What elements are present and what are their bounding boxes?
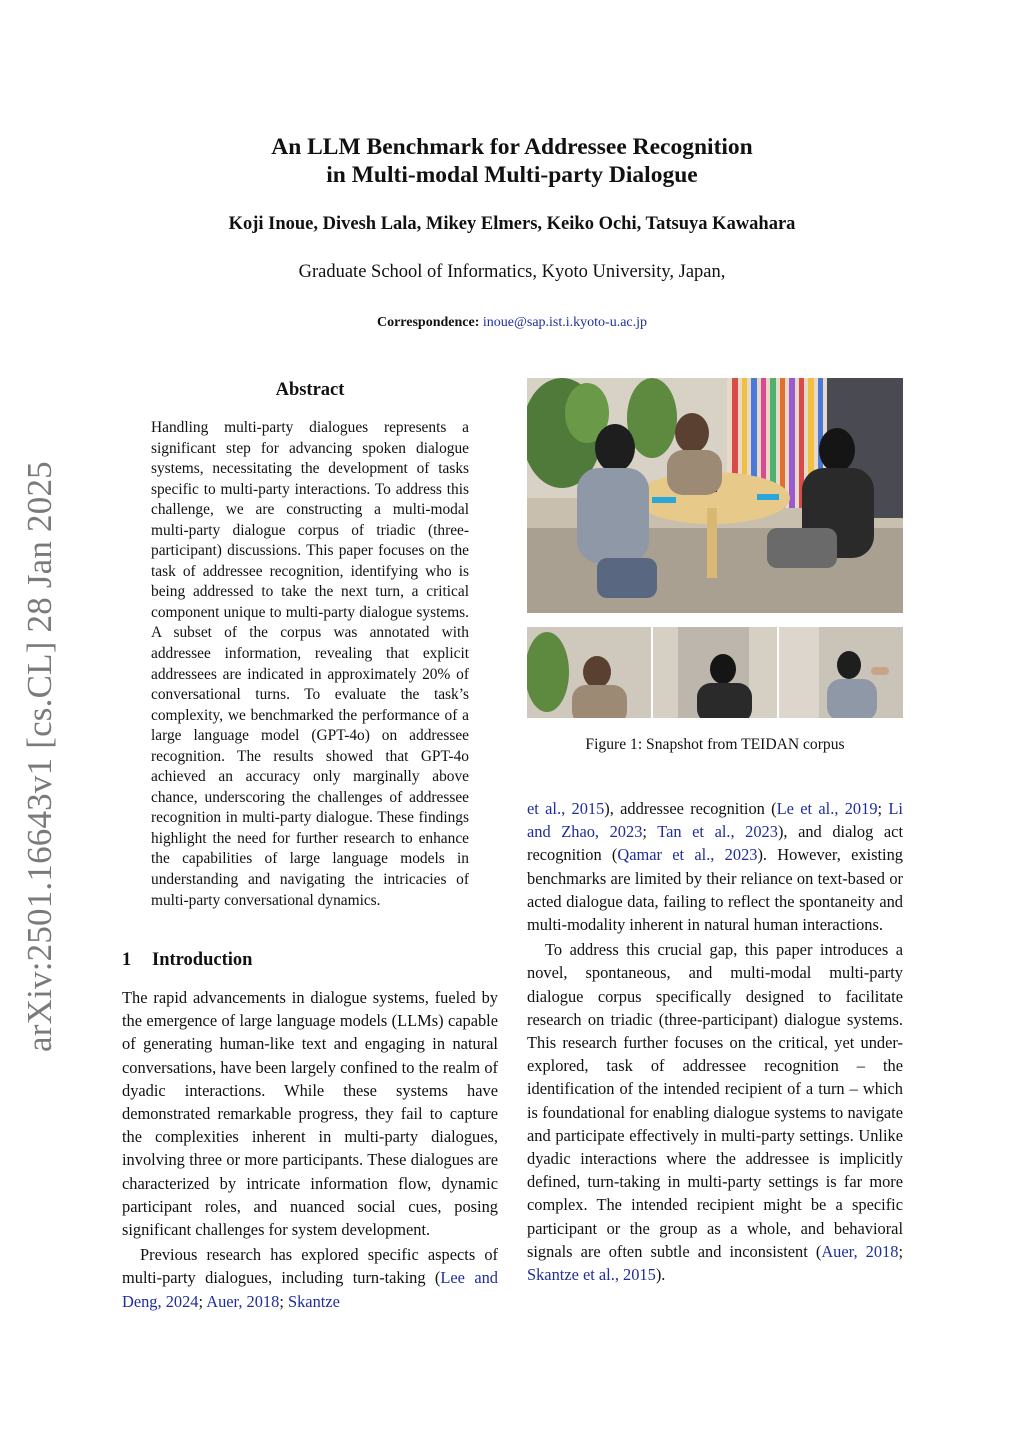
correspondence-email-link[interactable]: inoue@sap.ist.i.kyoto-u.ac.jp	[482, 315, 648, 330]
citation-le[interactable]: Le et al., 2019	[776, 799, 878, 818]
citation-separator: ;	[877, 799, 889, 818]
citation-separator: ;	[642, 822, 658, 842]
figure-thumbnail-row	[527, 627, 903, 718]
figure-caption: Figure 1: Snapshot from TEIDAN corpus	[585, 736, 845, 753]
citation-qamar[interactable]: Qamar et al., 2023	[617, 845, 758, 865]
correspondence-label: Correspondence:	[376, 315, 480, 330]
section-title: Introduction	[152, 950, 253, 970]
camera-view-3	[779, 627, 903, 718]
paper-title-line-1: An LLM Benchmark for Addressee Recognition	[271, 134, 753, 160]
meeting-room-photo	[527, 378, 903, 613]
intro-p2-text: ), addressee recognition (	[604, 799, 777, 818]
affiliation: Graduate School of Informatics, Kyoto University, Japan,	[298, 262, 726, 282]
camera-view-1	[527, 627, 651, 718]
author-list: Koji Inoue, Divesh Lala, Mikey Elmers, Keiko Ochi, Tatsuya Kawahara	[228, 214, 796, 234]
camera-view-1-image	[527, 627, 651, 718]
abstract-heading: Abstract	[275, 380, 345, 400]
camera-view-2-image	[653, 627, 777, 718]
camera-view-3-image	[779, 627, 903, 718]
intro-paragraph-3	[527, 938, 903, 1286]
camera-view-2	[653, 627, 777, 718]
correspondence	[0, 315, 1024, 331]
intro-p3-text: To address this crucial gap, this paper introduces a novel, spontaneous, and multi-modal multi-party dialogue corpus specifically designed to facilitate research on triadic (three-participant) dialogue systems. This research further focuses on the critical, yet under-explored, task of addressee recognition – the identification of the intended recipient of a turn – which is foundational for enabling dialogue systems to navigate and participate effectively in multi-party settings. Unlike dyadic interactions where the addressee is implicitly defined, turn-taking in multi-party settings is far more complex. The intended recipient might be a specific participant or the group as a whole, and behavioral signals are often subtle and inconsistent (	[527, 940, 903, 1261]
left-column-body	[122, 986, 498, 1313]
citation-skantze[interactable]: Skantze	[287, 1291, 340, 1311]
intro-p2-text: ). However, existing benchmarks are limited by their reliance on text-based or acted dialogue data, failing to reflect the spontaneity and multi-modality inherent in natural human interactions.	[527, 845, 903, 935]
intro-p3-text: ).	[655, 1265, 666, 1285]
paper-title-line-2: in Multi-modal Multi-party Dialogue	[326, 162, 698, 188]
citation-skantze-2[interactable]: Skantze et al., 2015	[527, 1265, 656, 1285]
citation-lee-deng[interactable]: Lee and Deng, 2024	[122, 1268, 499, 1311]
intro-p2-text: Previous research has explored specific aspects of multi-party dialogues, including turn-taking (	[122, 1245, 498, 1288]
intro-paragraph-1: The rapid advancements in dialogue systems, fueled by the emergence of large language models (LLMs) capable of generating human-like text and engaging in natural conversations, have been largely confined to the realm of dyadic interactions. While these systems have demonstrated remarkable progress, they fail to capture the complexities inherent in multi-party dialogues, involving three or more participants. These dialogues are characterized by intricate information flow, dynamic participant roles, and nuanced social cues, posing significant challenges for system development.	[122, 988, 498, 1240]
citation-tan[interactable]: Tan et al., 2023	[657, 822, 778, 842]
citation-separator: ;	[198, 1291, 207, 1311]
abstract-body: Handling multi-party dialogues represents a significant step for advancing spoken dialogue systems, necessitating the development of tasks specific to multi-party interactions. To address this challenge, we are constructing a multi-modal multi-party dialogue corpus of triadic (three-participant) discussions. This paper focuses on the task of addressee recognition, identifying who is being addressed to take the next turn, a critical component unique to multi-party dialogue systems. A subset of the corpus was annotated with addressee information, revealing that explicit addressees are indicated in approximately 20% of conversational turns. To evaluate the task’s complexity, we benchmarked the performance of a large language model (GPT-4o) on addressee recognition. The results showed that GPT-4o achieved an accuracy only marginally above chance, underscoring the challenges of addressee recognition in multi-party dialogue. These findings highlight the need for further research to enhance the capabilities of large language models in understanding and navigating the intricacies of multi-party conversational dynamics.	[151, 419, 469, 909]
section-number: 1	[122, 950, 132, 970]
intro-paragraph-2	[122, 1243, 498, 1313]
citation-separator: ;	[898, 1241, 903, 1261]
citation-separator: ;	[279, 1291, 288, 1311]
figure-main-photo	[527, 378, 903, 613]
citation-auer-2[interactable]: Auer, 2018	[821, 1241, 899, 1261]
arxiv-identifier: arXiv:2501.16643v1 [cs.CL] 28 Jan 2025	[20, 461, 59, 1052]
citation-skantze-cont[interactable]: et al., 2015	[527, 799, 605, 818]
right-column-body	[527, 797, 903, 1286]
citation-auer[interactable]: Auer, 2018	[206, 1291, 280, 1311]
intro-paragraph-2-continued	[527, 797, 903, 936]
citation-li-zhao[interactable]: Li and Zhao, 2023	[527, 799, 903, 842]
intro-p2-text: ), and dialog act recognition (	[527, 822, 903, 865]
section-heading-introduction	[122, 950, 252, 971]
